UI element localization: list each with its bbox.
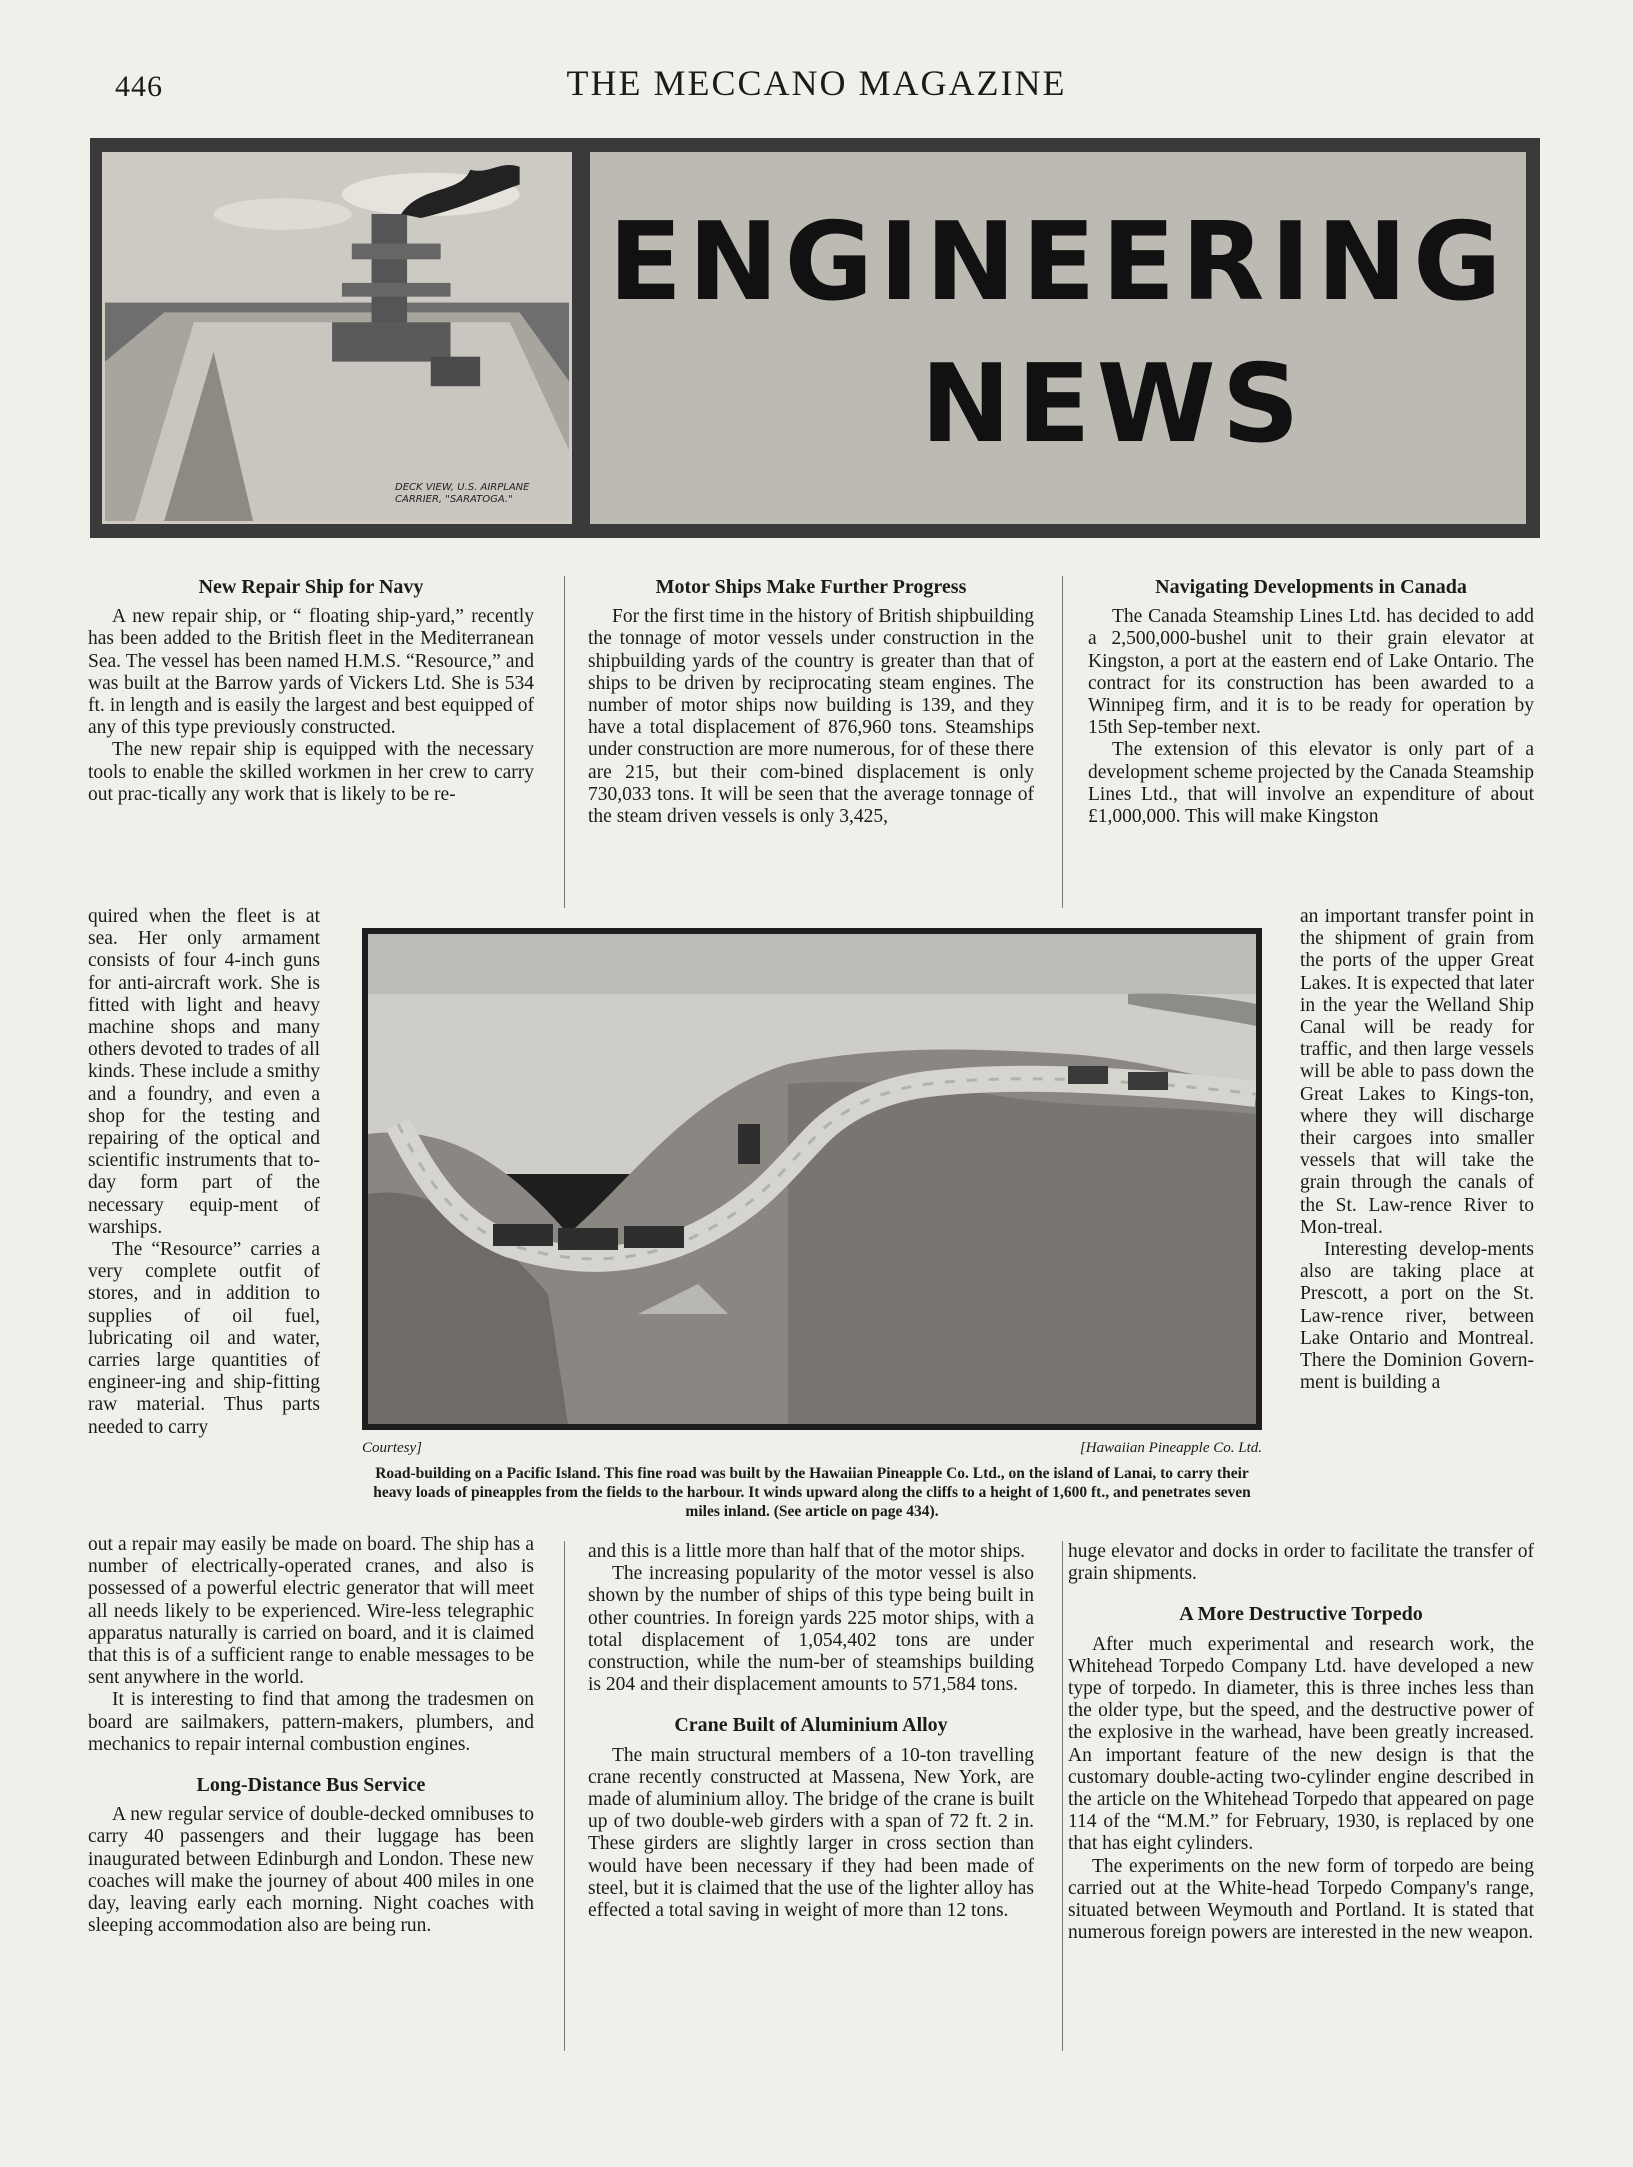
paragraph: The extension of this elevator is only part of a development scheme projected by the Canada Steamship Lines Ltd., that will involve an expenditure of about £1,000,000. This will make Kingston <box>1088 739 1534 828</box>
article-repair-ship-bottom <box>88 1534 534 1937</box>
heading-repair-ship: New Repair Ship for Navy <box>198 576 424 598</box>
engineering-news-banner <box>90 138 1540 538</box>
photo-caption: Road-building on a Pacific Island. This fine road was built by the Hawaiian Pineapple Co. Ltd., on the island of Lanai, to carry their heavy loads of pineapples from the fields to the harbour. It winds upward along the cliffs to a height of 1,600 ft., and penetrates seven miles inland. (See article on page 434). <box>373 1465 1251 1520</box>
paragraph: The new repair ship is equipped with the necessary tools to enable the skilled workmen in her crew to carry out prac-tically any work that is likely to be re- <box>88 739 534 805</box>
article-repair-ship-narrow <box>88 906 320 1439</box>
article-repair-ship-top <box>88 576 534 806</box>
paragraph: The main structural members of a 10-ton travelling crane recently constructed at Massena, New York, are made of aluminium alloy. The bridge of the crane is built up of two double-web girders with a span of 72 ft. 2 in. These girders are slightly larger in cross section than would have been necessary if they had been made of steel, but it is claimed that the use of the lighter alloy has effected a total saving in weight of more than 12 tons. <box>588 1744 1034 1922</box>
heading-canada: Navigating Developments in Canada <box>1155 576 1467 598</box>
heading-torpedo: A More Destructive Torpedo <box>1179 1603 1423 1626</box>
paragraph: After much experimental and research work, the Whitehead Torpedo Company Ltd. have developed a new type of torpedo. In diameter, this is three inches less than the older type, but the speed, and the destructive power of the explosive in the warhead, have been greatly increased. An important feature of the new design is that the customary double-acting two-cylinder engine described in the article on the Whitehead Torpedo that appeared on page 114 of the “M.M.” for February, 1930, is replaced by one that has eight cylinders. <box>1068 1633 1534 1855</box>
paragraph: For the first time in the history of British shipbuilding the tonnage of motor vessels under construction in the shipbuilding yards of the country is greater than that of ships to be driven by reciprocating steam engines. The number of motor ships now building is 139, and they have a total displacement of 876,960 tons. Steamships under construction are more numerous, for of these there are 215, but their com-bined displacement is only 730,033 tons. It will be seen that the average tonnage of the steam driven vessels is only 3,425, <box>588 606 1034 828</box>
paragraph: The Canada Steamship Lines Ltd. has decided to add a 2,500,000-bushel unit to their grain elevator at Kingston, a port at the eastern end of Lake Ontario. The contract for its construction has been awarded to a Winnipeg firm, and it is to be ready for operation by 15th Sep-tember next. <box>1088 606 1534 739</box>
paragraph: quired when the fleet is at sea. Her only armament consists of four 4-inch guns for anti-aircraft work. She is fitted with light and heavy machine shops and many others devoted to trades of all kinds. These include a smithy and a foundry, and even a shop for the testing and repairing of the optical and scientific instruments that to-day form part of the necessary equip-ment of warships. <box>88 906 320 1238</box>
article-canada-bottom <box>1068 1541 1534 1944</box>
paragraph: huge elevator and docks in order to facilitate the transfer of grain shipments. <box>1068 1541 1534 1585</box>
road-building-photo <box>362 928 1262 1430</box>
heading-motor-ships: Motor Ships Make Further Progress <box>655 576 967 598</box>
photo-credit-courtesy: Courtesy] <box>362 1440 422 1456</box>
paragraph: an important transfer point in the shipment of grain from the ports of the upper Great Lakes. It is expected that later in the year the Welland Ship Canal will be ready for traffic, and then large vessels will be able to pass down the Great Lakes to Kings-ton, where they will discharge their cargoes into smaller vessels that will take the grain through the canals of the St. Law-rence River to Mon-treal. <box>1300 906 1534 1238</box>
article-motor-ships-bottom <box>588 1541 1034 1922</box>
banner-title-engineering: ENGINEERING <box>608 200 1508 325</box>
column-rule-left-top <box>564 576 565 908</box>
heading-crane: Crane Built of Aluminium Alloy <box>674 1714 948 1737</box>
column-rule-left-bottom <box>564 1541 565 2051</box>
article-canada-top <box>1088 576 1534 828</box>
banner-title-news: NEWS <box>920 342 1306 467</box>
paragraph: out a repair may easily be made on board. The ship has a number of electrically-operated cranes, and also is possessed of a powerful electric generator that will meet all needs likely to be experienced. Wire-less telegraphic apparatus naturally is carried on board, and it is claimed that this is of a sufficient range to enable messages to be sent anywhere in the world. <box>88 1534 534 1689</box>
banner-title-box <box>590 152 1526 524</box>
photo-credit-source: [Hawaiian Pineapple Co. Ltd. <box>1079 1440 1262 1456</box>
column-rule-right-bottom <box>1062 1541 1063 2051</box>
paragraph: A new repair ship, or “ floating ship-yard,” recently has been added to the British fleet in the Mediterranean Sea. The vessel has been named H.M.S. “Resource,” and was built at the Barrow yards of Vickers Ltd. She is 534 ft. in length and is easily the largest and best equipped of any of this type previously constructed. <box>88 606 534 739</box>
paragraph: A new regular service of double-decked omnibuses to carry 40 passengers and their luggage has been inaugurated between Edinburgh and London. These new coaches will make the journey of about 400 miles in one day, leaving early each morning. Night coaches with sleeping accommodation also are being run. <box>88 1804 534 1937</box>
paragraph: The experiments on the new form of torpedo are being carried out at the White-head Torpedo Company's range, situated between Weymouth and Portland. It is stated that numerous foreign powers are interested in the new weapon. <box>1068 1855 1534 1944</box>
article-canada-narrow <box>1300 906 1534 1394</box>
paragraph: It is interesting to find that among the tradesmen on board are sailmakers, pattern-makers, plumbers, and mechanics to repair internal combustion engines. <box>88 1689 534 1755</box>
aircraft-carrier-illustration <box>102 152 572 524</box>
magazine-title: THE MECCANO MAGAZINE <box>566 63 1067 103</box>
paragraph: The increasing popularity of the motor vessel is also shown by the number of ships of this type being built in other countries. In foreign yards 225 motor ships, with a total displacement of 1,054,402 tons are under construction, while the num-ber of steamships building is 204 and their displacement amounts to 571,584 tons. <box>588 1563 1034 1696</box>
paragraph: Interesting develop-ments also are taking place at Prescott, a port on the St. Law-rence river, between Lake Ontario and Montreal. There the Dominion Govern-ment is building a <box>1300 1239 1534 1394</box>
heading-bus-service: Long-Distance Bus Service <box>196 1774 426 1797</box>
paragraph: and this is a little more than half that of the motor ships. <box>588 1541 1026 1562</box>
paragraph: The “Resource” carries a very complete outfit of stores, and in addition to supplies of oil fuel, lubricating oil and water, carries large quantities of engineer-ing and ship-fitting raw material. Thus parts needed to carry <box>88 1239 320 1438</box>
column-rule-right-top <box>1062 576 1063 908</box>
article-motor-ships-top <box>588 576 1034 828</box>
page-number: 446 <box>115 70 163 103</box>
illustration-caption: DECK VIEW, U.S. AIRPLANE CARRIER, "SARATOGA." <box>395 482 530 505</box>
